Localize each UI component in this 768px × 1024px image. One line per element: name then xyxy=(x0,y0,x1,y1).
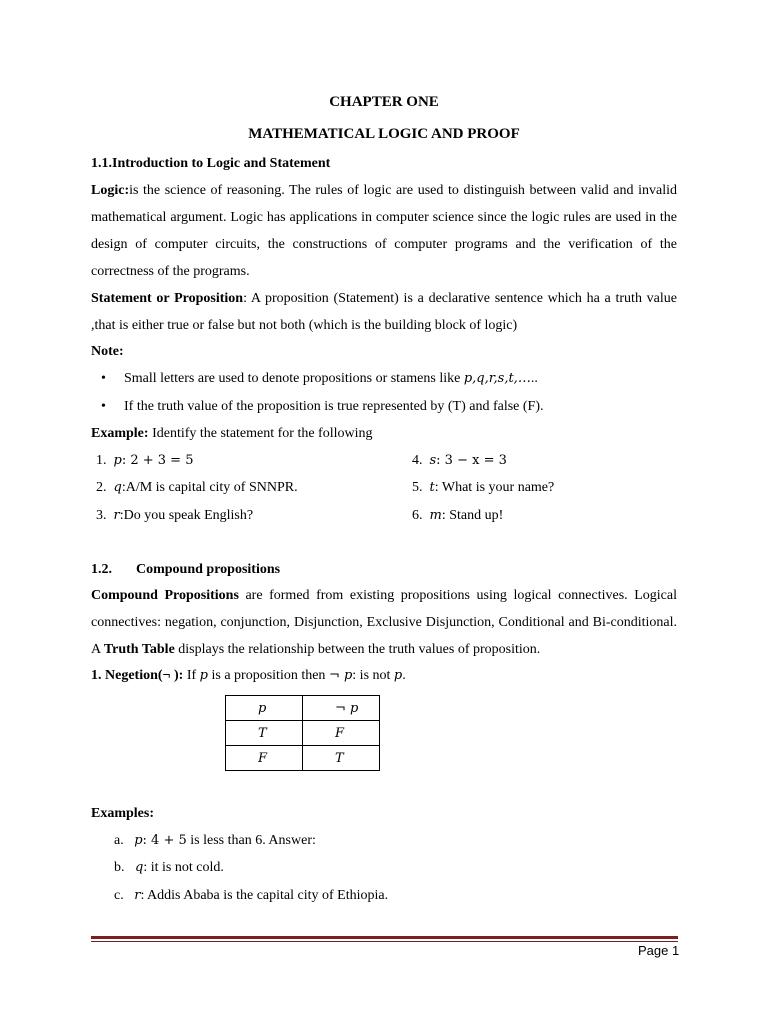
statement-term: Statement or Proposition xyxy=(91,291,244,306)
truth-table xyxy=(225,695,380,771)
page-number: Page 1 xyxy=(638,943,680,958)
example-item: 3. r:Do you speak English? xyxy=(96,508,254,523)
table-header-row xyxy=(226,696,380,721)
table-row xyxy=(226,746,380,771)
compound-term: Compound Propositions xyxy=(91,588,239,603)
example-label: Example: xyxy=(91,426,149,441)
example-item: 1. p: 2 + 3 = 5 xyxy=(96,453,194,468)
table-cell: T xyxy=(303,746,380,771)
table-cell: p xyxy=(226,696,303,721)
example-answer-item: b. q: it is not cold. xyxy=(114,860,224,875)
compound-paragraph: Compound Propositions are formed from existing propositions using logical connectives. Logical connectives: negation, conjunction, Disjunction, Exclusive Disjunction, Conditional and Bi-conditional. A Truth Table displays the relationship between the truth values of proposition. xyxy=(91,588,677,657)
statement-definition: : A proposition (Statement) is a declarative sentence which ha a truth value ,that is either true or false but not both (which is the building block of logic) xyxy=(91,291,677,333)
logic-definition: is the science of reasoning. The rules of logic are used to distinguish between valid and invalid mathematical argument. Logic has applications in computer science since the logic rules are used in the design of computer circuits, the constructions of computer programs and the verification of the correctness of the programs. xyxy=(91,183,677,279)
proposition-letters: p,q,r,s,t,… xyxy=(463,371,531,386)
table-cell: T xyxy=(226,721,303,746)
example-item: 6. m: Stand up! xyxy=(412,508,504,523)
bullet-dot: • xyxy=(101,371,106,386)
section-number-1-2: 1.2. xyxy=(91,562,112,577)
example-item: 2. q:A/M is capital city of SNNPR. xyxy=(96,480,298,495)
example-item: 5. t: What is your name? xyxy=(412,480,555,495)
table-row xyxy=(226,721,380,746)
section-heading-1-2: Compound propositions xyxy=(136,562,281,577)
statement-paragraph xyxy=(91,285,677,339)
example-answer-item: a. p: 4 + 5 is less than 6. Answer: xyxy=(114,833,316,848)
footer-rule xyxy=(91,936,678,939)
logic-term: Logic: xyxy=(91,183,130,198)
example-answer-item: c. r: Addis Ababa is the capital city of Ethiopia. xyxy=(114,888,389,903)
negation-line: 1. Negetion(¬ ): If p is a proposition then ¬ p: is not p. xyxy=(91,668,406,683)
logic-paragraph xyxy=(91,177,677,285)
table-cell: F xyxy=(226,746,303,771)
example-item: 4. s: 3 − x = 3 xyxy=(412,453,507,468)
truth-table-term: Truth Table xyxy=(103,642,175,657)
bullet-item: Small letters are used to denote propositions or stamens like p,q,r,s,t,….. xyxy=(124,371,538,386)
section-heading-1-1: 1.1.Introduction to Logic and Statement xyxy=(91,156,331,171)
note-label: Note: xyxy=(91,344,124,359)
negation-label: 1. Negetion(¬ ): xyxy=(91,668,184,683)
example-line: Example: Identify the statement for the following xyxy=(91,426,373,441)
bullet-dot: • xyxy=(101,399,106,414)
chapter-title: MATHEMATICAL LOGIC AND PROOF xyxy=(248,126,520,142)
table-cell: ¬ p xyxy=(303,696,380,721)
table-cell: F xyxy=(303,721,380,746)
examples-label: Examples: xyxy=(91,806,154,821)
chapter-heading: CHAPTER ONE xyxy=(329,94,439,110)
bullet-item: If the truth value of the proposition is true represented by (T) and false (F). xyxy=(124,399,544,414)
footer-rule xyxy=(91,941,678,942)
